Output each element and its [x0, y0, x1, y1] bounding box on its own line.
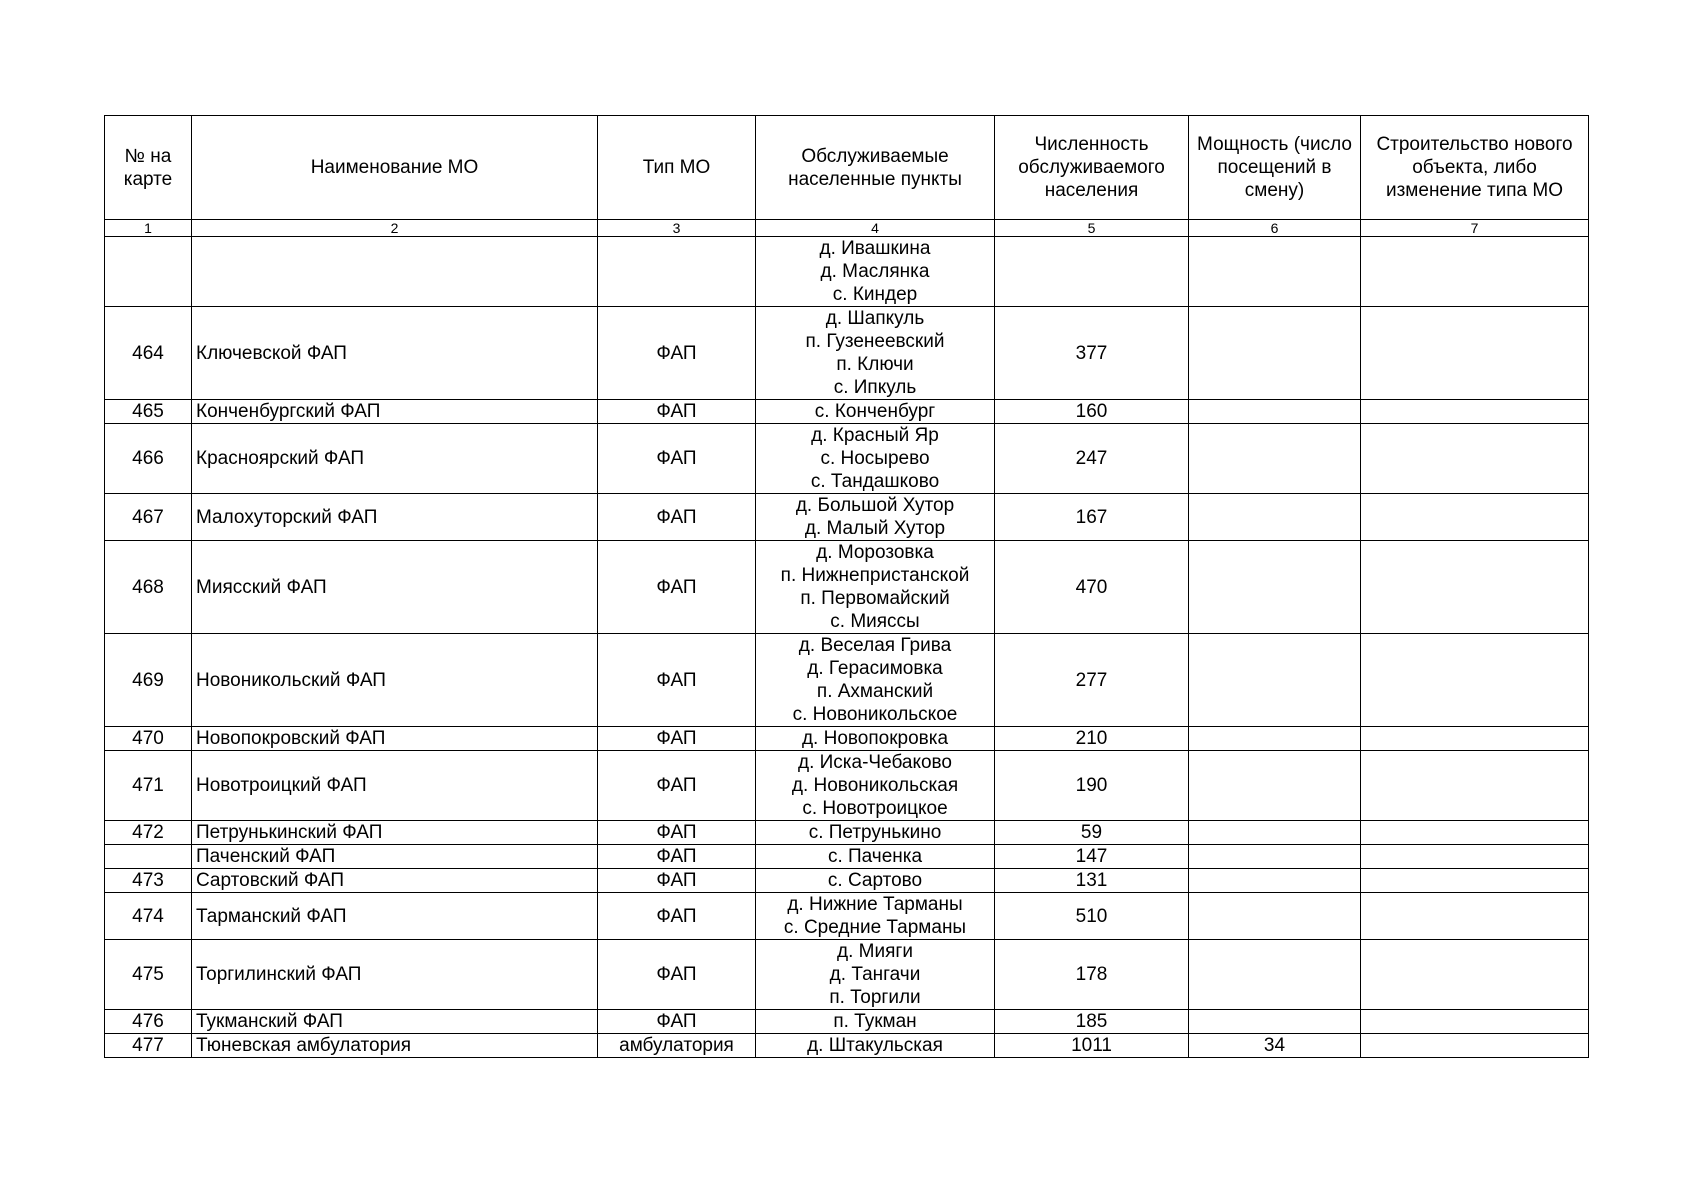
- capacity-cell: [1189, 1010, 1361, 1034]
- construction-cell: [1361, 494, 1589, 541]
- map-number-cell: 474: [105, 893, 192, 940]
- table-row: [105, 751, 1589, 821]
- mo-type-cell: ФАП: [598, 893, 756, 940]
- header-map-number: № на карте: [105, 116, 192, 220]
- settlement-item: с. Новотроицкое: [802, 798, 948, 819]
- map-number-cell: 468: [105, 541, 192, 634]
- mo-name-cell: Новопокровский ФАП: [192, 727, 598, 751]
- construction-cell: [1361, 400, 1589, 424]
- served-settlements-cell: [756, 1010, 995, 1034]
- mo-name-cell: Конченбургский ФАП: [192, 400, 598, 424]
- header-row: [105, 116, 1589, 220]
- header-construction: Строительство нового объекта, либо изменение типа МО: [1361, 116, 1589, 220]
- settlement-item: п. Торгили: [829, 987, 921, 1008]
- settlement-item: д. Малый Хутор: [804, 518, 946, 539]
- population-cell: 377: [995, 307, 1189, 400]
- construction-cell: [1361, 893, 1589, 940]
- settlement-item: д. Иска-Чебаково: [798, 752, 952, 773]
- settlement-item: д. Большой Хутор: [795, 495, 955, 516]
- mo-name-cell: Миясский ФАП: [192, 541, 598, 634]
- settlement-item: п. Ахманский: [816, 681, 934, 702]
- served-settlements-cell: [756, 940, 995, 1010]
- served-settlements-cell: [756, 869, 995, 893]
- construction-cell: [1361, 634, 1589, 727]
- settlement-item: с. Новоникольское: [792, 704, 958, 725]
- mo-name-cell: Новоникольский ФАП: [192, 634, 598, 727]
- mo-type-cell: ФАП: [598, 634, 756, 727]
- column-number: 3: [598, 220, 756, 237]
- served-settlements-cell: [756, 494, 995, 541]
- settlement-item: д. Герасимовка: [807, 658, 943, 679]
- construction-cell: [1361, 845, 1589, 869]
- construction-cell: [1361, 751, 1589, 821]
- served-settlements-cell: [756, 307, 995, 400]
- table-row: [105, 727, 1589, 751]
- population-cell: 510: [995, 893, 1189, 940]
- settlement-item: д. Маслянка: [820, 261, 930, 282]
- mo-type-cell: ФАП: [598, 494, 756, 541]
- capacity-cell: [1189, 751, 1361, 821]
- construction-cell: [1361, 237, 1589, 307]
- mo-type-cell: ФАП: [598, 307, 756, 400]
- capacity-cell: [1189, 821, 1361, 845]
- mo-name-cell: Малохуторский ФАП: [192, 494, 598, 541]
- mo-type-cell: ФАП: [598, 541, 756, 634]
- settlement-item: д. Тангачи: [829, 964, 921, 985]
- settlement-item: д. Новоникольская: [791, 775, 959, 796]
- population-cell: 167: [995, 494, 1189, 541]
- served-settlements-cell: [756, 237, 995, 307]
- served-settlements-cell: [756, 751, 995, 821]
- mo-name-cell: [192, 237, 598, 307]
- mo-type-cell: ФАП: [598, 845, 756, 869]
- mo-type-cell: [598, 237, 756, 307]
- column-number: 7: [1361, 220, 1589, 237]
- settlement-item: с. Киндер: [832, 284, 918, 305]
- served-settlements-cell: [756, 893, 995, 940]
- facilities-table: [104, 115, 1589, 1058]
- table-row: [105, 634, 1589, 727]
- table-row: [105, 307, 1589, 400]
- map-number-cell: 472: [105, 821, 192, 845]
- population-cell: [995, 237, 1189, 307]
- table-row: [105, 400, 1589, 424]
- construction-cell: [1361, 1034, 1589, 1058]
- table-row: [105, 237, 1589, 307]
- column-number: 5: [995, 220, 1189, 237]
- mo-type-cell: ФАП: [598, 424, 756, 494]
- settlement-item: д. Шапкуль: [825, 308, 925, 329]
- map-number-cell: 476: [105, 1010, 192, 1034]
- table-body: [105, 237, 1589, 1058]
- column-number: 6: [1189, 220, 1361, 237]
- table-row: [105, 494, 1589, 541]
- settlement-item: с. Тандашково: [810, 471, 940, 492]
- served-settlements-cell: [756, 845, 995, 869]
- map-number-cell: 470: [105, 727, 192, 751]
- column-number: 1: [105, 220, 192, 237]
- mo-name-cell: Тарманский ФАП: [192, 893, 598, 940]
- population-cell: 59: [995, 821, 1189, 845]
- served-settlements-cell: [756, 541, 995, 634]
- table-row: [105, 869, 1589, 893]
- mo-type-cell: ФАП: [598, 821, 756, 845]
- settlement-item: с. Петрунькино: [808, 822, 942, 843]
- table-row: [105, 424, 1589, 494]
- capacity-cell: [1189, 307, 1361, 400]
- mo-name-cell: Ключевской ФАП: [192, 307, 598, 400]
- map-number-cell: [105, 845, 192, 869]
- settlement-item: с. Мияссы: [830, 611, 920, 632]
- mo-name-cell: Торгилинский ФАП: [192, 940, 598, 1010]
- header-population: Численность обслуживаемого населения: [995, 116, 1189, 220]
- map-number-cell: 467: [105, 494, 192, 541]
- mo-type-cell: ФАП: [598, 751, 756, 821]
- settlement-item: п. Ключи: [836, 354, 914, 375]
- construction-cell: [1361, 821, 1589, 845]
- settlement-item: с. Ипкуль: [833, 377, 917, 398]
- capacity-cell: [1189, 634, 1361, 727]
- table-row: [105, 1034, 1589, 1058]
- mo-type-cell: ФАП: [598, 940, 756, 1010]
- mo-type-cell: ФАП: [598, 727, 756, 751]
- capacity-cell: [1189, 940, 1361, 1010]
- served-settlements-cell: [756, 727, 995, 751]
- capacity-cell: [1189, 893, 1361, 940]
- construction-cell: [1361, 307, 1589, 400]
- settlement-item: п. Нижнепристанской: [780, 565, 970, 586]
- mo-type-cell: амбулатория: [598, 1034, 756, 1058]
- settlement-item: с. Паченка: [827, 846, 923, 867]
- population-cell: 210: [995, 727, 1189, 751]
- capacity-cell: [1189, 400, 1361, 424]
- map-number-cell: 464: [105, 307, 192, 400]
- column-number: 2: [192, 220, 598, 237]
- construction-cell: [1361, 424, 1589, 494]
- served-settlements-cell: [756, 400, 995, 424]
- mo-name-cell: Сартовский ФАП: [192, 869, 598, 893]
- settlement-item: д. Штакульская: [807, 1035, 943, 1056]
- capacity-cell: 34: [1189, 1034, 1361, 1058]
- settlement-item: д. Новопокровка: [801, 728, 949, 749]
- table-row: [105, 541, 1589, 634]
- capacity-cell: [1189, 845, 1361, 869]
- settlement-item: д. Красный Яр: [811, 425, 939, 446]
- population-cell: 247: [995, 424, 1189, 494]
- header-served-settlements: Обслуживаемые населенные пункты: [756, 116, 995, 220]
- map-number-cell: [105, 237, 192, 307]
- table-row: [105, 821, 1589, 845]
- map-number-cell: 475: [105, 940, 192, 1010]
- served-settlements-cell: [756, 424, 995, 494]
- map-number-cell: 469: [105, 634, 192, 727]
- map-number-cell: 473: [105, 869, 192, 893]
- construction-cell: [1361, 541, 1589, 634]
- population-cell: 178: [995, 940, 1189, 1010]
- capacity-cell: [1189, 494, 1361, 541]
- population-cell: 190: [995, 751, 1189, 821]
- capacity-cell: [1189, 727, 1361, 751]
- population-cell: 147: [995, 845, 1189, 869]
- settlement-item: п. Первомайский: [800, 588, 950, 609]
- settlement-item: д. Морозовка: [816, 542, 934, 563]
- settlement-item: с. Носырево: [820, 448, 930, 469]
- table-row: [105, 1010, 1589, 1034]
- header-mo-type: Тип МО: [598, 116, 756, 220]
- mo-name-cell: Тюневская амбулатория: [192, 1034, 598, 1058]
- mo-name-cell: Петрунькинский ФАП: [192, 821, 598, 845]
- population-cell: 1011: [995, 1034, 1189, 1058]
- settlement-item: д. Мияги: [837, 941, 913, 962]
- served-settlements-cell: [756, 821, 995, 845]
- construction-cell: [1361, 727, 1589, 751]
- column-number: 4: [756, 220, 995, 237]
- mo-type-cell: ФАП: [598, 1010, 756, 1034]
- mo-name-cell: Паченский ФАП: [192, 845, 598, 869]
- mo-type-cell: ФАП: [598, 869, 756, 893]
- table-row: [105, 893, 1589, 940]
- map-number-cell: 471: [105, 751, 192, 821]
- settlement-item: с. Сартово: [827, 870, 923, 891]
- construction-cell: [1361, 869, 1589, 893]
- population-cell: 470: [995, 541, 1189, 634]
- header-capacity: Мощность (число посещений в смену): [1189, 116, 1361, 220]
- settlement-item: д. Нижние Тарманы: [787, 894, 963, 915]
- settlement-item: с. Конченбург: [814, 401, 936, 422]
- served-settlements-cell: [756, 1034, 995, 1058]
- header-mo-name: Наименование МО: [192, 116, 598, 220]
- settlement-item: д. Веселая Грива: [798, 635, 952, 656]
- map-number-cell: 465: [105, 400, 192, 424]
- mo-name-cell: Красноярский ФАП: [192, 424, 598, 494]
- served-settlements-cell: [756, 634, 995, 727]
- capacity-cell: [1189, 869, 1361, 893]
- mo-type-cell: ФАП: [598, 400, 756, 424]
- map-number-cell: 466: [105, 424, 192, 494]
- table-row: [105, 845, 1589, 869]
- column-number-row: [105, 220, 1589, 237]
- construction-cell: [1361, 940, 1589, 1010]
- capacity-cell: [1189, 541, 1361, 634]
- settlement-item: п. Гузенеевский: [805, 331, 945, 352]
- map-number-cell: 477: [105, 1034, 192, 1058]
- population-cell: 277: [995, 634, 1189, 727]
- population-cell: 131: [995, 869, 1189, 893]
- capacity-cell: [1189, 424, 1361, 494]
- construction-cell: [1361, 1010, 1589, 1034]
- settlement-item: п. Тукман: [833, 1011, 917, 1032]
- mo-name-cell: Новотроицкий ФАП: [192, 751, 598, 821]
- mo-name-cell: Тукманский ФАП: [192, 1010, 598, 1034]
- table-row: [105, 940, 1589, 1010]
- settlement-item: с. Средние Тарманы: [783, 917, 967, 938]
- population-cell: 185: [995, 1010, 1189, 1034]
- settlement-item: д. Ивашкина: [819, 238, 931, 259]
- population-cell: 160: [995, 400, 1189, 424]
- capacity-cell: [1189, 237, 1361, 307]
